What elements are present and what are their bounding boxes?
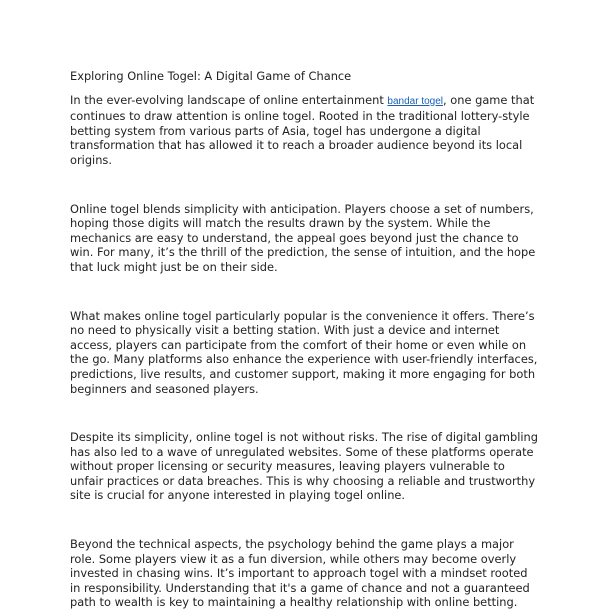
paragraph-spacer bbox=[70, 503, 540, 537]
document-body bbox=[70, 69, 540, 610]
paragraph-risks: Despite its simplicity, online togel is not without risks. The rise of digital gambling has also led to a wave of unregulated websites. Some of these platforms operate without proper licensing or security measures, leaving players vulnerable to unfair practices or data breaches. This is why choosing a reliable and trustworthy site is crucial for anyone interested in playing togel online. bbox=[70, 430, 538, 503]
paragraph-convenience: What makes online togel particularly popular is the convenience it offers. There’s no need to physically visit a betting station. With just a device and internet access, players can participate from the comfort of their home or even while on the go. Many platforms also enhance the experience with user-friendly interfaces, predictions, live results, and customer support, making it more engaging for both beginners and seasoned players. bbox=[70, 308, 538, 396]
document-title: Exploring Online Togel: A Digital Game of Chance bbox=[70, 69, 352, 83]
paragraph-spacer bbox=[70, 168, 540, 202]
paragraph-text: , one game that continues to draw attention is online togel. Rooted in the traditional lottery-style betting system from various parts of Asia, togel has undergone a digital transformation that has allowed it to reach a broader audience beyond its local origins. bbox=[70, 92, 535, 167]
paragraph-intro bbox=[70, 93, 540, 168]
paragraph-text: In the ever-evolving landscape of online entertainment bbox=[70, 92, 388, 107]
paragraph-spacer bbox=[70, 396, 540, 430]
paragraph-psychology: Beyond the technical aspects, the psychology behind the game plays a major role. Some players view it as a fun diversion, while others may become overly invested in chasing wins. It’s important to approach togel with a mindset rooted in responsibility. Understanding that it's a game of chance and not a guaranteed path to wealth is key to maintaining a healthy relationship with online betting. bbox=[70, 537, 530, 610]
bandar-togel-link[interactable]: bandar togel bbox=[387, 95, 444, 107]
paragraph-spacer bbox=[70, 275, 540, 309]
paragraph-mechanics: Online togel blends simplicity with anticipation. Players choose a set of numbers, hoping those digits will match the results drawn by the system. While the mechanics are easy to understand, the appeal goes beyond just the chance to win. For many, it’s the thrill of the prediction, the sense of intuition, and the hope that luck might just be on their side. bbox=[70, 201, 536, 274]
